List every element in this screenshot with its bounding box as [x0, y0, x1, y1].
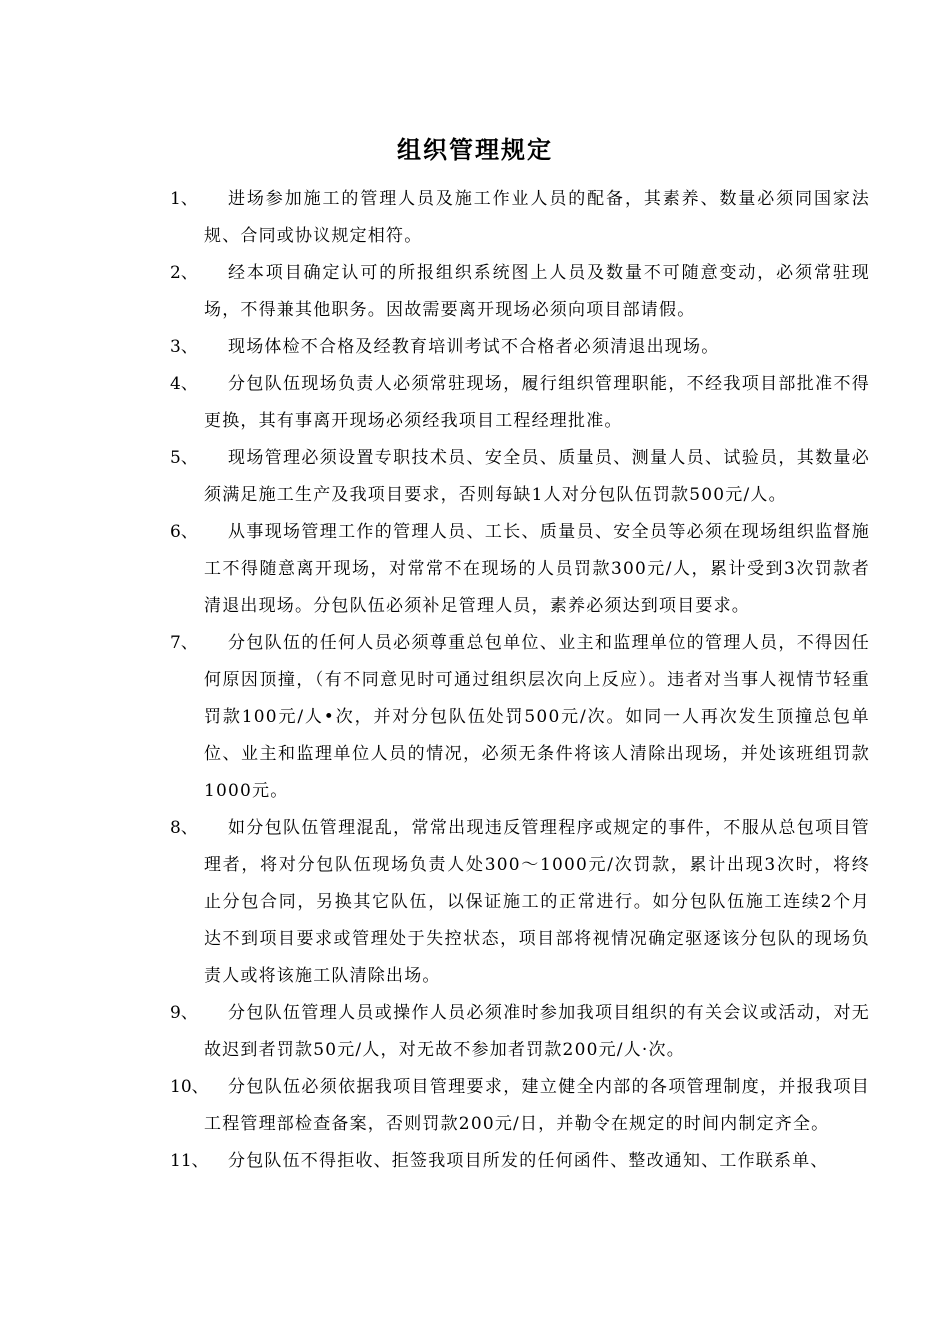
item-number: 8、 [170, 818, 198, 838]
item-number: 3、 [170, 337, 198, 357]
list-item [170, 625, 870, 810]
list-item [170, 810, 870, 995]
item-number: 1、 [170, 189, 198, 209]
page-title: 组织管理规定 [397, 135, 553, 164]
list-item [170, 329, 870, 366]
item-number: 6、 [170, 522, 198, 542]
item-text: 分包队伍的任何人员必须尊重总包单位、业主和监理单位的管理人员，不得因任何原因顶撞，（有不同意见时可通过组织层次向上反应）。违者对当事人视情节轻重罚款100元/人•次，并对分包队伍处罚500元/次。如同一人再次发生顶撞总包单位、业主和监理单位人员的情况，必须无条件将该人清除出现场，并处该班组罚款1000元。 [204, 633, 870, 801]
list-item [170, 181, 870, 255]
item-text: 分包队伍不得拒收、拒签我项目所发的任何函件、整改通知、工作联系单、 [228, 1151, 829, 1171]
item-text: 分包队伍必须依据我项目管理要求，建立健全内部的各项管理制度，并报我项目工程管理部检查备案，否则罚款200元/日，并勒令在规定的时间内制定齐全。 [204, 1077, 870, 1134]
list-item [170, 514, 870, 625]
item-number: 5、 [170, 448, 198, 468]
item-number: 4、 [170, 374, 198, 394]
list-item [170, 1143, 870, 1180]
item-number: 11、 [170, 1151, 209, 1171]
item-text: 现场体检不合格及经教育培训考试不合格者必须清退出现场。 [228, 337, 720, 357]
list-item [170, 366, 870, 440]
item-number: 2、 [170, 263, 198, 283]
list-item [170, 440, 870, 514]
list-item [170, 1069, 870, 1143]
list-item [170, 995, 870, 1069]
item-number: 7、 [170, 633, 198, 653]
list-item [170, 255, 870, 329]
item-text: 现场管理必须设置专职技术员、安全员、质量员、测量人员、试验员，其数量必须满足施工生产及我项目要求，否则每缺1人对分包队伍罚款500元/人。 [204, 448, 870, 505]
regulation-list [170, 181, 870, 1180]
item-number: 9、 [170, 1003, 198, 1023]
item-number: 10、 [170, 1077, 209, 1097]
item-text: 分包队伍管理人员或操作人员必须准时参加我项目组织的有关会议或活动，对无故迟到者罚款50元/人，对无故不参加者罚款200元/人·次。 [204, 1003, 870, 1060]
item-text: 进场参加施工的管理人员及施工作业人员的配备，其素养、数量必须同国家法规、合同或协议规定相符。 [204, 189, 870, 246]
item-text: 从事现场管理工作的管理人员、工长、质量员、安全员等必须在现场组织监督施工不得随意离开现场，对常常不在现场的人员罚款300元/人，累计受到3次罚款者清退出现场。分包队伍必须补足管理人员，素养必须达到项目要求。 [204, 522, 870, 616]
item-text: 经本项目确定认可的所报组织系统图上人员及数量不可随意变动，必须常驻现场，不得兼其他职务。因故需要离开现场必须向项目部请假。 [204, 263, 870, 320]
item-text: 分包队伍现场负责人必须常驻现场，履行组织管理职能，不经我项目部批准不得更换，其有事离开现场必须经我项目工程经理批准。 [204, 374, 870, 431]
item-text: 如分包队伍管理混乱，常常出现违反管理程序或规定的事件，不服从总包项目管理者，将对分包队伍现场负责人处300～1000元/次罚款，累计出现3次时，将终止分包合同，另换其它队伍，以保证施工的正常进行。如分包队伍施工连续2个月达不到项目要求或管理处于失控状态，项目部将视情况确定驱逐该分包队的现场负责人或将该施工队清除出场。 [204, 818, 870, 986]
